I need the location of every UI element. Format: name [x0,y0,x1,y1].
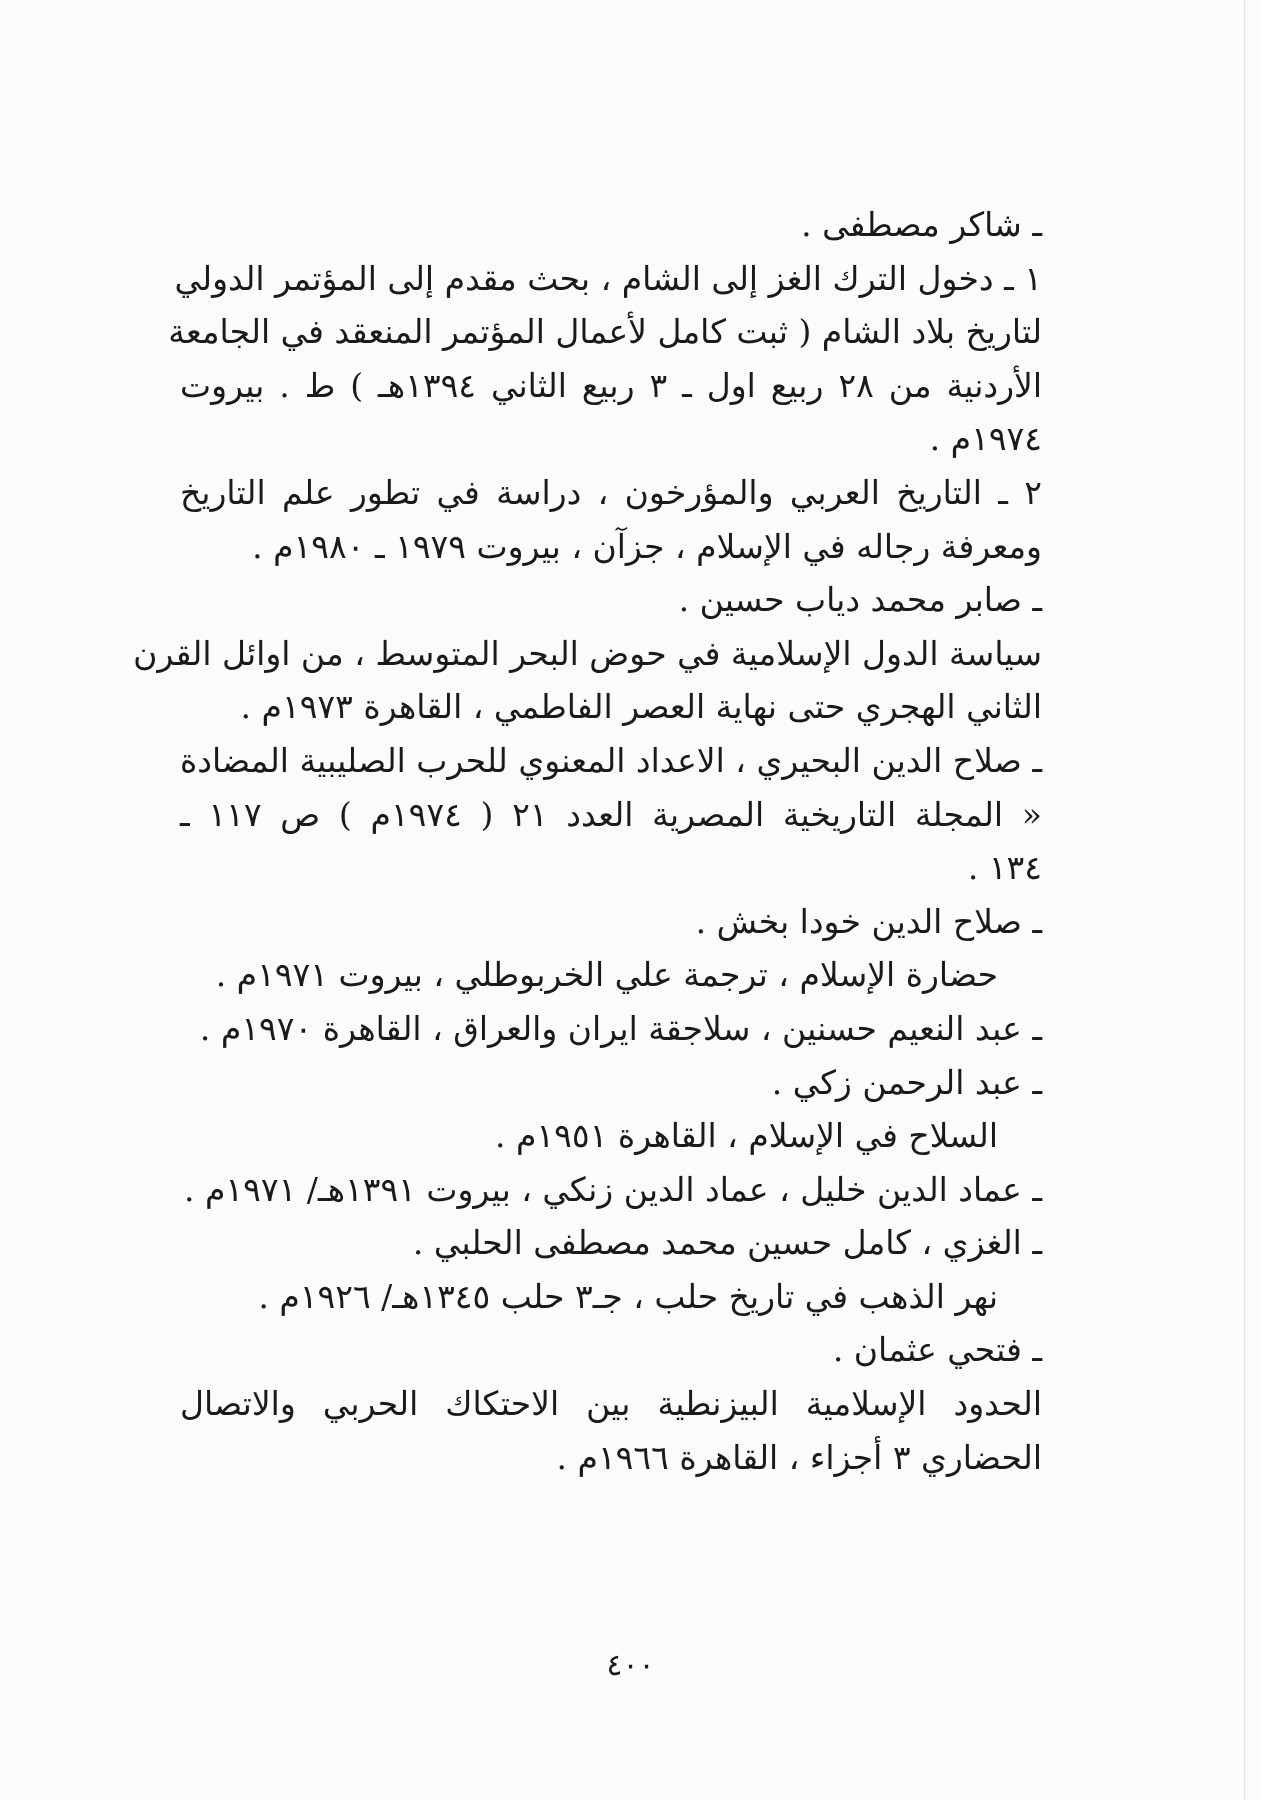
bibliography-line: ـ صابر محمد دياب حسين . [678,580,1042,620]
bibliography-line: ١٣٤ . [967,848,1042,888]
bibliography-line: ١ ـ دخول الترك الغز إلى الشام ، بحث مقدم إلى المؤتمر الدولي [174,258,1042,298]
bibliography-line: ـ عماد الدين خليل ، عماد الدين زنكي ، بيروت ١٣٩١هـ/ ١٩٧١م . [183,1169,1042,1209]
bibliography-line: حضارة الإسلام ، ترجمة علي الخربوطلي ، بيروت ١٩٧١م . [215,955,998,995]
bibliography-line: ٢ ـ التاريخ العربي والمؤرخون ، دراسة في تطور علم التاريخ [180,472,1042,512]
bibliography-line: الأردنية من ٢٨ ربيع اول ـ ٣ ربيع الثاني ١٣٩٤هـ ) ط . بيروت [180,365,1042,405]
page-number: ٤٠٠ [606,1648,655,1683]
bibliography-line: ومعرفة رجاله في الإسلام ، جزآن ، بيروت ١٩٧٩ ـ ١٩٨٠م . [252,526,1042,566]
bibliography-line: ١٩٧٤م . [929,419,1042,459]
bibliography-line: لتاريخ بلاد الشام ( ثبت كامل لأعمال المؤتمر المنعقد في الجامعة [168,312,1042,352]
bibliography-line: « المجلة التاريخية المصرية العدد ٢١ ( ١٩٧٤م ) ص ١١٧ ـ [180,794,1042,834]
bibliography-text [133,198,1042,1484]
bibliography-line: الحدود الإسلامية البيزنطية بين الاحتكاك الحربي والاتصال [180,1384,1042,1424]
bibliography-line: ـ عبد النعيم حسنين ، سلاجقة ايران والعراق ، القاهرة ١٩٧٠م . [199,1008,1042,1048]
bibliography-line: الحضاري ٣ أجزاء ، القاهرة ١٩٦٦م . [556,1437,1042,1477]
bibliography-line: ـ شاكر مصطفى . [801,205,1042,244]
bibliography-line: نهر الذهب في تاريخ حلب ، جـ٣ حلب ١٣٤٥هـ/ ١٩٢٦م . [258,1276,998,1316]
bibliography-line: سياسة الدول الإسلامية في حوض البحر المتوسط ، من اوائل القرن [133,633,1042,673]
bibliography-line: ـ الغزي ، كامل حسين محمد مصطفى الحلبي . [412,1223,1042,1263]
bibliography-line: ـ فتحي عثمان . [832,1330,1042,1370]
bibliography-line: الثاني الهجري حتى نهاية العصر الفاطمي ، القاهرة ١٩٧٣م . [240,687,1042,727]
bibliography-line: ـ صلاح الدين البحيري ، الاعداد المعنوي للحرب الصليبية المضادة [180,740,1042,780]
bibliography-line: السلاح في الإسلام ، القاهرة ١٩٥١م . [495,1116,998,1156]
bibliography-line: ـ عبد الرحمن زكي . [771,1062,1042,1102]
page-edge-shadow [1244,0,1245,1800]
bibliography-line: ـ صلاح الدين خودا بخش . [695,901,1042,941]
